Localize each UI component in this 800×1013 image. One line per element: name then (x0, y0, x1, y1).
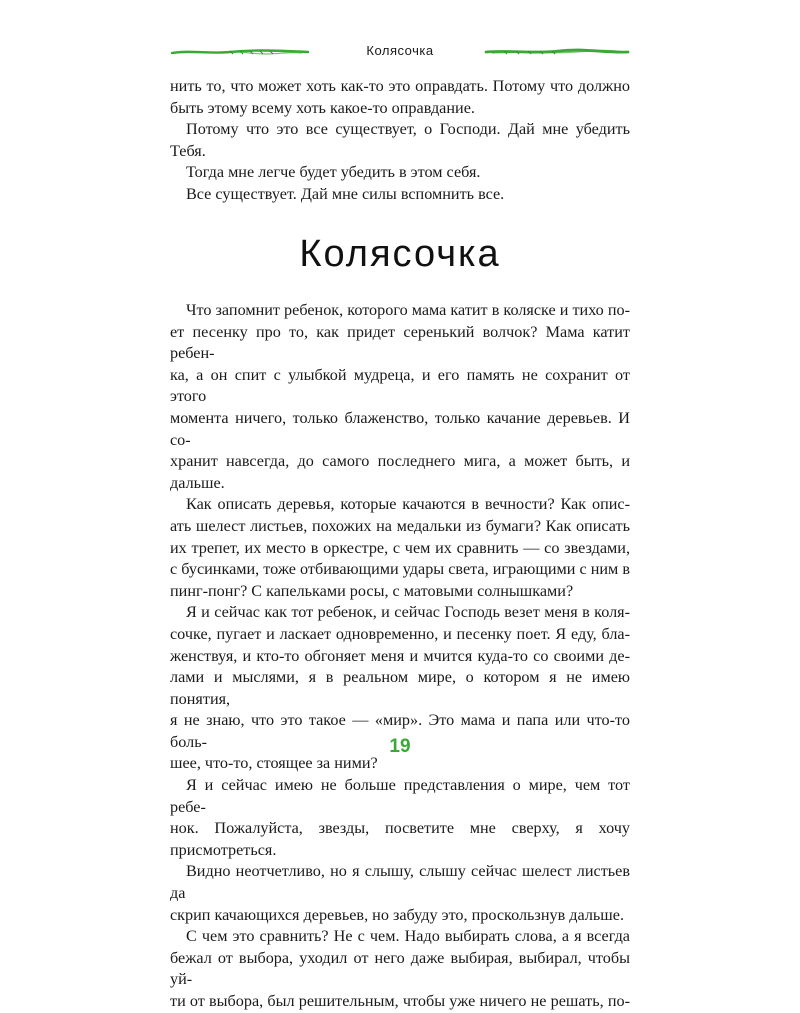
text-line: Потому что это все существует, о Господи. Дай мне убедить Тебя. (170, 120, 630, 160)
text-line: быть этому всему хоть какое-то оправдание. (170, 98, 475, 117)
page-number: 19 (389, 736, 411, 757)
text-line: бежал от выбора, уходил от него даже выбирая, выбирал, чтобы уй- (170, 948, 630, 989)
text-line: Тогда мне легче будет убедить в этом себя. (186, 163, 481, 182)
text-line: их трепет, их место в оркестре, с чем их сравнить — со звездами, (170, 538, 630, 557)
text-line: Как описать деревья, которые качаются в вечности? Как опис- (186, 495, 630, 514)
text-line: Я и сейчас как тот ребенок, и сейчас Господь везет меня в коля- (186, 603, 630, 622)
text-line: пинг-понг? С капельками росы, с матовыми солнышками? (170, 581, 574, 600)
text-line: лами и мыслями, я в реальном мире, о котором я не имею понятия, (170, 668, 630, 708)
text-line: С чем это сравнить? Не с чем. Надо выбирать слова, а я всегда (186, 927, 630, 946)
text-line: нить то, что может хоть как-то это оправдать. Потому что должно (170, 77, 630, 95)
text-line: ти от выбора, был решительным, чтобы уже ничего не решать, по- (170, 992, 630, 1010)
right-decorative-stroke (484, 48, 630, 56)
running-title: Колясочка (366, 43, 434, 58)
text-line: ка, а он спит с улыбкой мудреца, и его память не сохранит от этого (170, 365, 630, 406)
text-line: я не знаю, что это такое — «мир». Это мама и папа или что-то боль- (170, 711, 630, 751)
text-line: Что запомнит ребенок, которого мама катит в коляске и тихо по- (186, 301, 630, 319)
text-line: ет песенку про то, как придет серенький волчок? Мама катит ребен- (170, 322, 630, 363)
text-line: Видно неотчетливо, но я слышу, слышу сейчас шелест листьев да (170, 862, 630, 903)
text-line: скрип качающихся деревьев, но забуду это, проскользнув дальше. (170, 905, 624, 924)
text-line: с бусинками, тоже отбивающими удары света, играющими с ним в (170, 560, 630, 579)
text-line: сочке, пугает и ласкает одновременно, и песенку поет. Я еду, бла- (170, 624, 630, 643)
text-line: Все существует. Дай мне силы вспомнить все. (186, 184, 505, 203)
chapter-title: Колясочка (299, 233, 501, 275)
text-line: момента ничего, только блаженство, только качание деревьев. И со- (170, 408, 630, 449)
continuation-text (170, 76, 630, 206)
running-header (170, 40, 630, 64)
text-line: женствуя, и кто-то обгоняет меня и мчится куда-то со своими де- (170, 646, 630, 665)
chapter-body (170, 300, 630, 1013)
text-line: хранит навсегда, до самого последнего мига, а может быть, и дальше. (170, 452, 630, 492)
text-line: шее, что-то, стоящее за ними? (170, 754, 378, 773)
text-line: ать шелест листьев, похожих на медальки из бумаги? Как описать (170, 516, 630, 535)
text-line: нок. Пожалуйста, звезды, посветите мне сверху, я хочу присмотреться. (170, 819, 630, 859)
text-line: Я и сейчас имею не больше представления о мире, чем тот ребе- (170, 776, 630, 816)
